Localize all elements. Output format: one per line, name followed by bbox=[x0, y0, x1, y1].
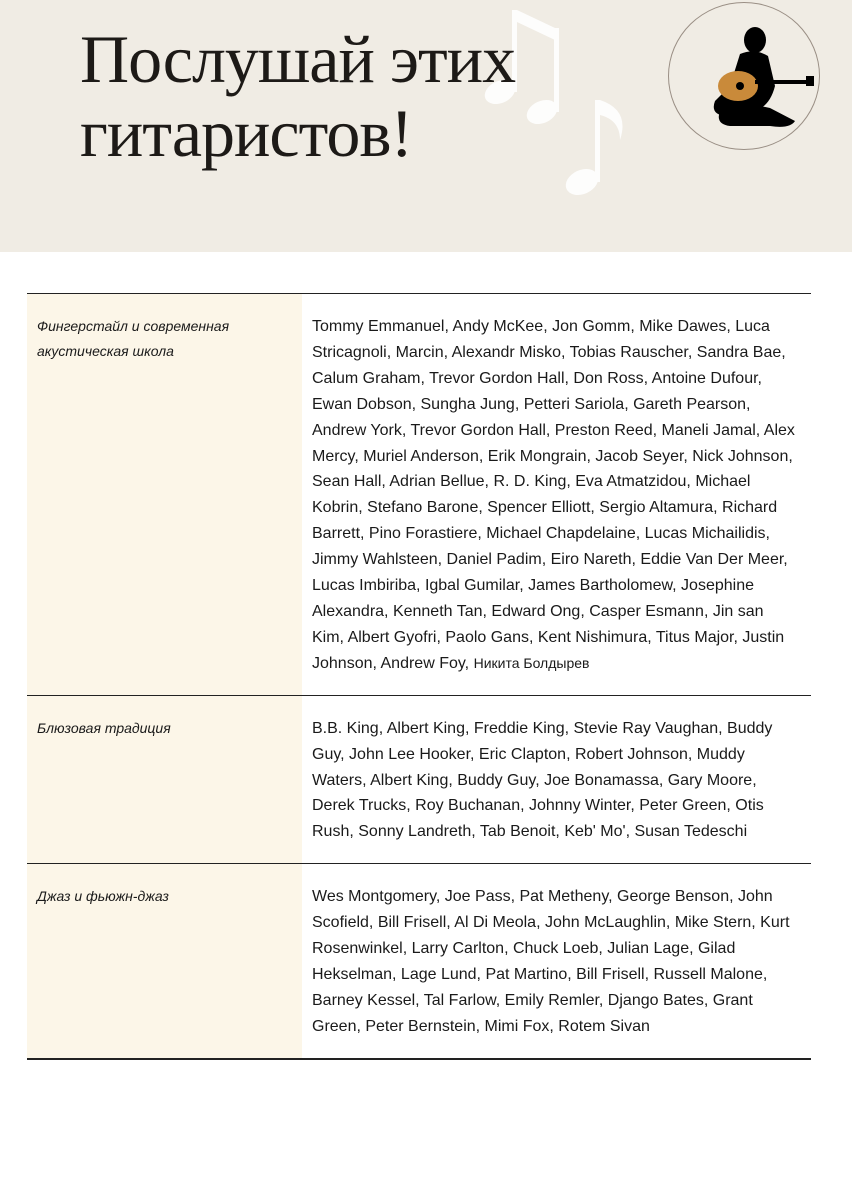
table-row bbox=[27, 864, 811, 1059]
category-label: Блюзовая традиция bbox=[27, 695, 302, 864]
guitarist-icon bbox=[700, 26, 820, 136]
names-cell bbox=[302, 294, 811, 696]
category-label: Джаз и фьюжн-джаз bbox=[27, 864, 302, 1059]
table-row bbox=[27, 294, 811, 696]
table-row bbox=[27, 695, 811, 864]
page-title bbox=[80, 22, 515, 170]
header-banner bbox=[0, 0, 852, 252]
title-line-2: гитаристов! bbox=[80, 95, 413, 171]
category-label: Фингерстайл и современная акустическая школа bbox=[27, 294, 302, 696]
names-cell: Wes Montgomery, Joe Pass, Pat Metheny, George Benson, John Scofield, Bill Frisell, Al Di Meola, John McLaughlin, Mike Stern, Kurt Rosenwinkel, Larry Carlton, Chuck Loeb, Julian Lage, Gilad Hekselman, Lage Lund, Pat Martino, Bill Frisell, Russell Malone, Barney Kessel, Tal Farlow, Emily Remler, Django Bates, Grant Green, Peter Bernstein, Mimi Fox, Rotem Sivan bbox=[302, 864, 811, 1059]
title-line-1: Послушай этих bbox=[80, 21, 516, 97]
names-list: Tommy Emmanuel, Andy McKee, Jon Gomm, Mike Dawes, Luca Stricagnoli, Marcin, Alexandr Misko, Tobias Rauscher, Sandra Bae, Calum Graham, Trevor Gordon Hall, Don Ross, Antoine Dufour, Ewan Dobson, Sungha Jung, Petteri Sariola, Gareth Pearson, Andrew York, Trevor Gordon Hall, Preston Reed, Maneli Jamal, Alex Mercy, Muriel Anderson, Erik Mongrain, Jacob Seyer, Nick Johnson, Sean Hall, Adrian Bellue, R. D. King, Eva Atmatzidou, Michael Kobrin, Stefano Barone, Spencer Elliott, Sergio Altamura, Richard Barrett, Pino Forastiere, Michael Chapdelaine, Lucas Michailidis, Jimmy Wahlsteen, Daniel Padim, Eiro Nareth, Eddie Van Der Meer, Lucas Imbiriba, Igbal Gumilar, James Bartholomew, Josephine Alexandra, Kenneth Tan, Edward Ong, Casper Esmann, Jin san Kim, Albert Gyofri, Paolo Gans, Kent Nishimura, Titus Major, Justin Johnson, Andrew Foy, bbox=[312, 318, 795, 672]
names-extra: Никита Болдырев bbox=[473, 654, 590, 671]
guitarists-table bbox=[27, 293, 811, 1060]
names-cell: B.B. King, Albert King, Freddie King, Stevie Ray Vaughan, Buddy Guy, John Lee Hooker, Eric Clapton, Robert Johnson, Muddy Waters, Albert King, Buddy Guy, Joe Bonamassa, Gary Moore, Derek Trucks, Roy Buchanan, Johnny Winter, Peter Green, Otis Rush, Sonny Landreth, Tab Benoit, Keb' Mo', Susan Tedeschi bbox=[302, 695, 811, 864]
